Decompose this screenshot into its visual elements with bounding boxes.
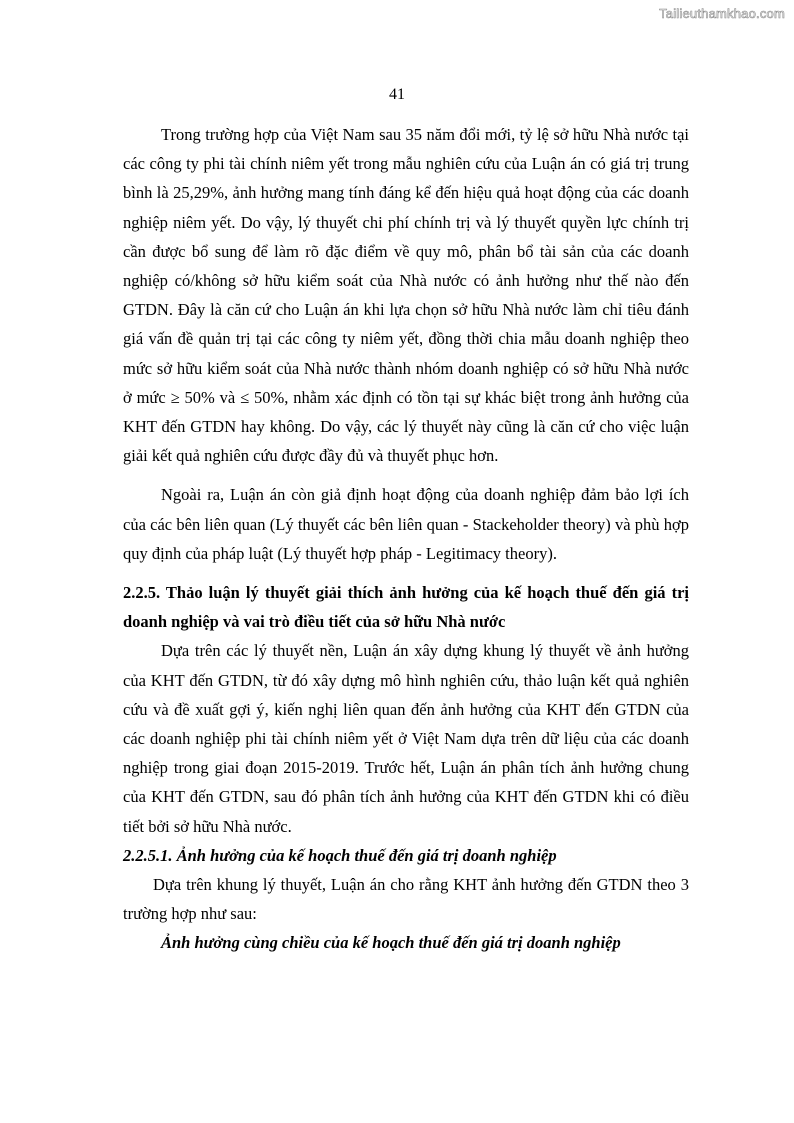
watermark: Tailieuthamkhao.com [659, 6, 785, 21]
paragraph-theoretical-framework: Dựa trên các lý thuyết nền, Luận án xây dựng khung lý thuyết về ảnh hưởng của KHT đến GTDN, từ đó xây dựng mô hình nghiên cứu, thảo luận kết quả nghiên cứu và đề xuất gợi ý, kiến nghị liên quan đến ảnh hưởng của KHT đến GTDN của các doanh nghiệp phi tài chính niêm yết ở Việt Nam dựa trên dữ liệu của các doanh nghiệp trong giai đoạn 2015-2019. Trước hết, Luận án phân tích ảnh hưởng chung của KHT đến GTDN, sau đó phân tích ảnh hưởng của KHT đến GTDN khi có điều tiết bởi sở hữu Nhà nước. [123, 641, 689, 836]
paragraph-three-cases: Dựa trên khung lý thuyết, Luận án cho rằng KHT ảnh hưởng đến GTDN theo 3 trường hợp như sau: [123, 875, 689, 924]
subheading-positive-effect: Ảnh hưởng cùng chiều của kế hoạch thuế đến giá trị doanh nghiệp [161, 933, 621, 953]
section-heading-2-2-5-1: 2.2.5.1. Ảnh hưởng của kế hoạch thuế đến giá trị doanh nghiệp [123, 845, 557, 865]
document-body [123, 120, 689, 958]
paragraph-stakeholder-theory: Ngoài ra, Luận án còn giả định hoạt động của doanh nghiệp đảm bảo lợi ích của các bên liên quan (Lý thuyết các bên liên quan - Stackeholder theory) và phù hợp quy định của pháp luật (Lý thuyết hợp pháp - Legitimacy theory). [123, 485, 689, 563]
page-number: 41 [389, 86, 405, 103]
paragraph-state-ownership: Trong trường hợp của Việt Nam sau 35 năm đổi mới, tỷ lệ sở hữu Nhà nước tại các công ty phi tài chính niêm yết trong mẫu nghiên cứu của Luận án có giá trị trung bình là 25,29%, ảnh hưởng mang tính đáng kể đến hiệu quả hoạt động của các doanh nghiệp niêm yết. Do vậy, lý thuyết chi phí chính trị và lý thuyết quyền lực chính trị cần được bổ sung để làm rõ đặc điểm về quy mô, phân bổ tài sản của các doanh nghiệp có/không sở hữu kiểm soát của Nhà nước có ảnh hưởng như thế nào đến GTDN. Đây là căn cứ cho Luận án khi lựa chọn sở hữu Nhà nước làm chỉ tiêu đánh giá vấn đề quản trị tại các công ty niêm yết, đồng thời chia mẫu doanh nghiệp theo mức sở hữu kiểm soát của Nhà nước thành nhóm doanh nghiệp có sở hữu Nhà nước ở mức ≥ 50% và ≤ 50%, nhằm xác định có tồn tại sự khác biệt trong ảnh hưởng của KHT đến GTDN hay không. Do vậy, các lý thuyết này cũng là căn cứ cho việc luận giải kết quả nghiên cứu được đầy đủ và thuyết phục hơn. [123, 125, 689, 466]
section-heading-2-2-5: 2.2.5. Thảo luận lý thuyết giải thích ảnh hưởng của kế hoạch thuế đến giá trị doanh nghiệp và vai trò điều tiết của sở hữu Nhà nước [123, 583, 689, 632]
